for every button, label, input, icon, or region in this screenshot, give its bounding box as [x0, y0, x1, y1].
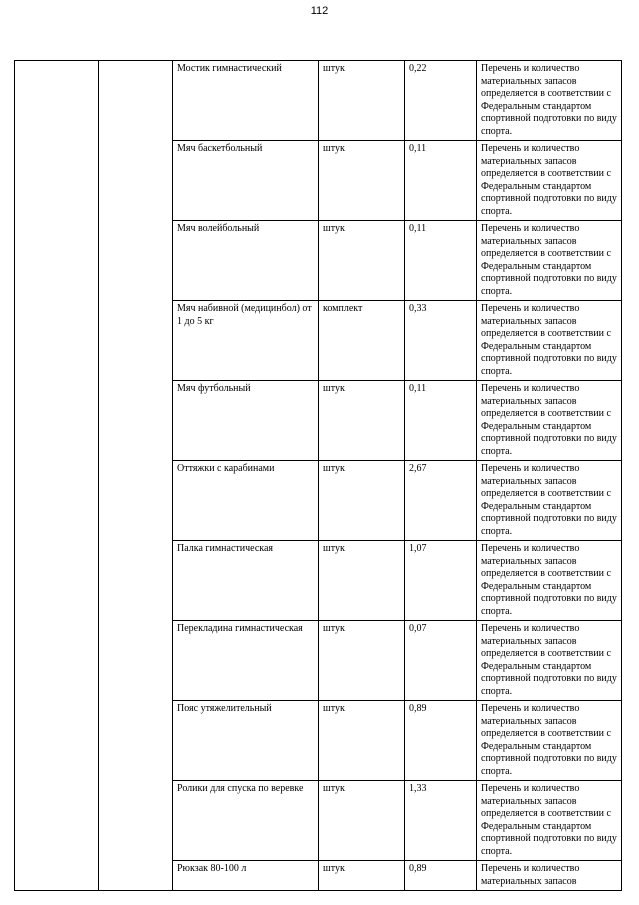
- note-cell: Перечень и количество материальных запасов определяется в соответствии с Федеральным стандартом спортивной подготовки по виду спорта.: [477, 381, 622, 461]
- item-name-cell: Рюкзак 80-100 л: [173, 861, 319, 891]
- unit-cell: штук: [319, 781, 405, 861]
- note-cell: Перечень и количество материальных запасов определяется в соответствии с Федеральным стандартом спортивной подготовки по виду спорта.: [477, 301, 622, 381]
- item-name-cell: Мостик гимнастический: [173, 61, 319, 141]
- item-name-cell: Мяч баскетбольный: [173, 141, 319, 221]
- quantity-cell: 2,67: [405, 461, 477, 541]
- unit-cell: штук: [319, 861, 405, 891]
- quantity-cell: 0,89: [405, 861, 477, 891]
- unit-cell: штук: [319, 621, 405, 701]
- quantity-cell: 0,33: [405, 301, 477, 381]
- unit-cell: штук: [319, 61, 405, 141]
- item-name-cell: Перекладина гимнастическая: [173, 621, 319, 701]
- item-name-cell: Ролики для спуска по веревке: [173, 781, 319, 861]
- note-cell: Перечень и количество материальных запасов определяется в соответствии с Федеральным стандартом спортивной подготовки по виду спорта.: [477, 221, 622, 301]
- note-cell: Перечень и количество материальных запасов определяется в соответствии с Федеральным стандартом спортивной подготовки по виду спорта.: [477, 461, 622, 541]
- quantity-cell: 0,11: [405, 381, 477, 461]
- item-name-cell: Оттяжки с карабинами: [173, 461, 319, 541]
- unit-cell: штук: [319, 381, 405, 461]
- note-cell: Перечень и количество материальных запасов определяется в соответствии с Федеральным стандартом спортивной подготовки по виду спорта.: [477, 61, 622, 141]
- quantity-cell: 0,11: [405, 221, 477, 301]
- quantity-cell: 1,33: [405, 781, 477, 861]
- quantity-cell: 0,22: [405, 61, 477, 141]
- unit-cell: штук: [319, 461, 405, 541]
- note-cell: Перечень и количество материальных запасов определяется в соответствии с Федеральным стандартом спортивной подготовки по виду спорта.: [477, 621, 622, 701]
- note-cell: Перечень и количество материальных запасов: [477, 861, 622, 891]
- page-number: 112: [310, 5, 329, 17]
- item-name-cell: Мяч набивной (медицинбол) от 1 до 5 кг: [173, 301, 319, 381]
- quantity-cell: 0,89: [405, 701, 477, 781]
- quantity-cell: 0,11: [405, 141, 477, 221]
- item-name-cell: Мяч футбольный: [173, 381, 319, 461]
- unit-cell: штук: [319, 221, 405, 301]
- quantity-cell: 1,07: [405, 541, 477, 621]
- item-name-cell: Пояс утяжелительный: [173, 701, 319, 781]
- item-name-cell: Палка гимнастическая: [173, 541, 319, 621]
- merged-column-1-cell: [15, 61, 99, 891]
- note-cell: Перечень и количество материальных запасов определяется в соответствии с Федеральным стандартом спортивной подготовки по виду спорта.: [477, 141, 622, 221]
- unit-cell: комплект: [319, 301, 405, 381]
- equipment-table: [14, 60, 622, 891]
- quantity-cell: 0,07: [405, 621, 477, 701]
- table-row: [15, 61, 622, 141]
- note-cell: Перечень и количество материальных запасов определяется в соответствии с Федеральным стандартом спортивной подготовки по виду спорта.: [477, 541, 622, 621]
- unit-cell: штук: [319, 141, 405, 221]
- unit-cell: штук: [319, 701, 405, 781]
- note-cell: Перечень и количество материальных запасов определяется в соответствии с Федеральным стандартом спортивной подготовки по виду спорта.: [477, 701, 622, 781]
- item-name-cell: Мяч волейбольный: [173, 221, 319, 301]
- unit-cell: штук: [319, 541, 405, 621]
- merged-column-2-cell: [99, 61, 173, 891]
- note-cell: Перечень и количество материальных запасов определяется в соответствии с Федеральным стандартом спортивной подготовки по виду спорта.: [477, 781, 622, 861]
